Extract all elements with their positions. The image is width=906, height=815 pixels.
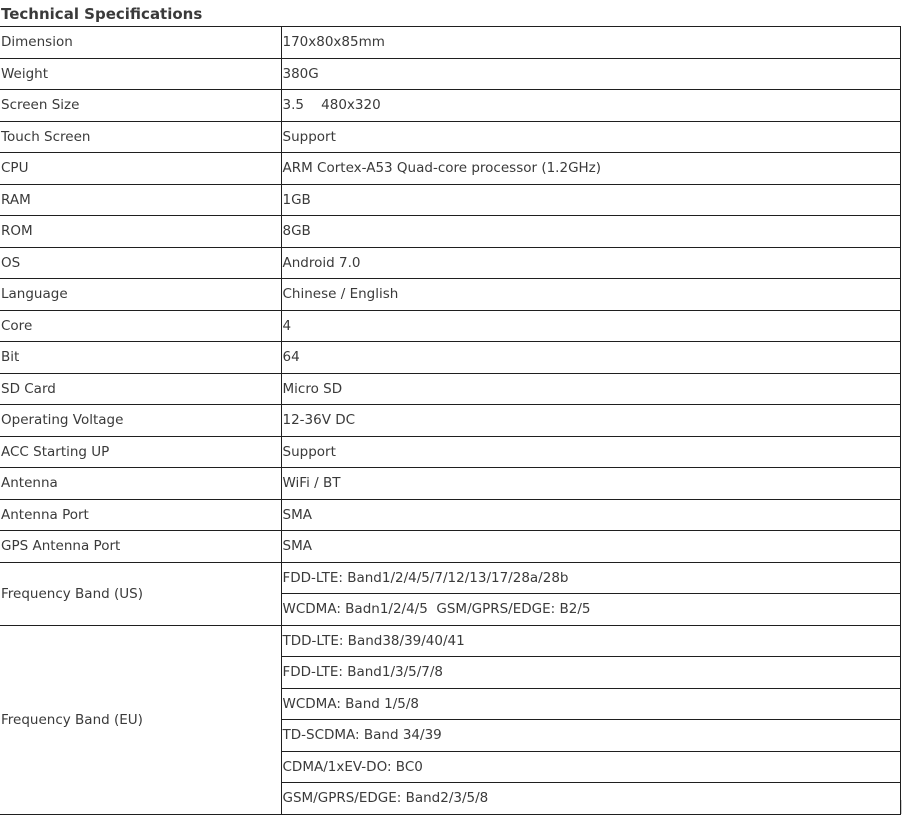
spec-value: Micro SD (281, 373, 900, 405)
table-row (0, 405, 900, 437)
spec-label: RAM (0, 184, 281, 216)
spec-value: GSM/GPRS/EDGE: Band2/3/5/8 (281, 783, 900, 815)
spec-value: ARM Cortex-A53 Quad-core processor (1.2GHz) (281, 153, 900, 185)
spec-table (0, 26, 901, 815)
table-row (0, 499, 900, 531)
spec-label: Antenna Port (0, 499, 281, 531)
table-row (0, 279, 900, 311)
spec-value: 170x80x85mm (281, 27, 900, 59)
spec-label: Antenna (0, 468, 281, 500)
spec-value: Chinese / English (281, 279, 900, 311)
spec-value: Support (281, 436, 900, 468)
table-row (0, 216, 900, 248)
spec-value: Android 7.0 (281, 247, 900, 279)
spec-label: Screen Size (0, 90, 281, 122)
spec-value: FDD-LTE: Band1/2/4/5/7/12/13/17/28a/28b (281, 562, 900, 594)
spec-label: CPU (0, 153, 281, 185)
spec-label: Touch Screen (0, 121, 281, 153)
table-row (0, 27, 900, 59)
spec-value: WCDMA: Badn1/2/4/5 GSM/GPRS/EDGE: B2/5 (281, 594, 900, 626)
spec-value: 64 (281, 342, 900, 374)
table-row (0, 342, 900, 374)
spec-value: TDD-LTE: Band38/39/40/41 (281, 625, 900, 657)
spec-value: 380G (281, 58, 900, 90)
spec-label: Bit (0, 342, 281, 374)
spec-value: FDD-LTE: Band1/3/5/7/8 (281, 657, 900, 689)
spec-value: Support (281, 121, 900, 153)
spec-value: CDMA/1xEV-DO: BC0 (281, 751, 900, 783)
spec-label-frequency-eu: Frequency Band (EU) (0, 625, 281, 814)
spec-label-frequency-us: Frequency Band (US) (0, 562, 281, 625)
spec-value: TD-SCDMA: Band 34/39 (281, 720, 900, 752)
table-row (0, 247, 900, 279)
table-row (0, 153, 900, 185)
spec-label: ACC Starting UP (0, 436, 281, 468)
spec-value: 12-36V DC (281, 405, 900, 437)
spec-value: 8GB (281, 216, 900, 248)
spec-label: Core (0, 310, 281, 342)
spec-value: WCDMA: Band 1/5/8 (281, 688, 900, 720)
spec-value: SMA (281, 499, 900, 531)
table-row (0, 58, 900, 90)
spec-value: SMA (281, 531, 900, 563)
table-row (0, 90, 900, 122)
spec-value: WiFi / BT (281, 468, 900, 500)
table-row (0, 625, 900, 657)
table-row (0, 121, 900, 153)
page-title: Technical Specifications (1, 5, 203, 23)
spec-value: 4 (281, 310, 900, 342)
spec-label: SD Card (0, 373, 281, 405)
table-row (0, 468, 900, 500)
scroll-edge-mark (901, 800, 902, 814)
table-row (0, 436, 900, 468)
table-row (0, 184, 900, 216)
table-row (0, 531, 900, 563)
spec-value: 3.5 480x320 (281, 90, 900, 122)
spec-label: Language (0, 279, 281, 311)
spec-label: Weight (0, 58, 281, 90)
spec-label: ROM (0, 216, 281, 248)
table-row (0, 310, 900, 342)
table-row (0, 373, 900, 405)
spec-table-body (0, 27, 900, 815)
spec-label: GPS Antenna Port (0, 531, 281, 563)
spec-label: Operating Voltage (0, 405, 281, 437)
spec-label: Dimension (0, 27, 281, 59)
spec-label: OS (0, 247, 281, 279)
spec-value: 1GB (281, 184, 900, 216)
table-row (0, 562, 900, 594)
